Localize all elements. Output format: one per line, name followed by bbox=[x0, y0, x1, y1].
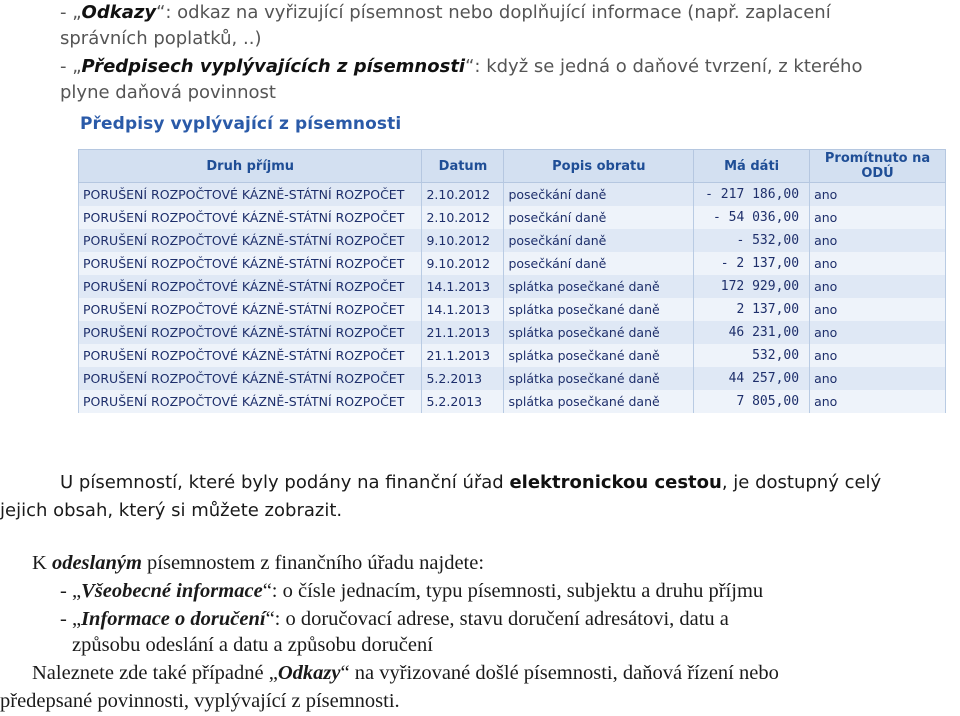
informace-o-doruceni-term: Informace o doručení bbox=[81, 608, 266, 630]
cell-popis-obratu: splátka posečkané daně bbox=[504, 275, 694, 298]
para1-line-2: jejich obsah, který si můžete zobrazit. bbox=[0, 500, 343, 521]
cell-datum: 21.1.2013 bbox=[422, 321, 504, 344]
table-row bbox=[79, 367, 946, 390]
cell-ma-dati: - 2 137,00 bbox=[694, 252, 810, 275]
intro-line-3: - „Předpisech vyplývajících z písemnosti“: když se jedná o daňové tvrzení, z kterého bbox=[60, 56, 863, 77]
predpisy-table bbox=[78, 149, 946, 413]
cell-ma-dati: 172 929,00 bbox=[694, 275, 810, 298]
cell-promitnuto: ano bbox=[810, 321, 946, 344]
cell-promitnuto: ano bbox=[810, 206, 946, 229]
cell-druh-prijmu: PORUŠENÍ ROZPOČTOVÉ KÁZNĚ-STÁTNÍ ROZPOČET bbox=[79, 206, 422, 229]
cell-ma-dati: 7 805,00 bbox=[694, 390, 810, 413]
table-row bbox=[79, 275, 946, 298]
cell-datum: 9.10.2012 bbox=[422, 229, 504, 252]
table-header-row bbox=[79, 150, 946, 183]
intro-line-1: - „Odkazy“: odkaz na vyřizující písemnost nebo doplňující informace (např. zaplacení bbox=[60, 2, 831, 23]
col-popis-obratu: Popis obratu bbox=[504, 150, 694, 183]
para2-line-1: K odeslaným písemnostem z finančního úřadu najdete: bbox=[32, 552, 485, 574]
cell-druh-prijmu: PORUŠENÍ ROZPOČTOVÉ KÁZNĚ-STÁTNÍ ROZPOČET bbox=[79, 183, 422, 207]
cell-ma-dati: - 532,00 bbox=[694, 229, 810, 252]
cell-popis-obratu: posečkání daně bbox=[504, 206, 694, 229]
cell-ma-dati: - 54 036,00 bbox=[694, 206, 810, 229]
cell-popis-obratu: posečkání daně bbox=[504, 229, 694, 252]
table-row bbox=[79, 321, 946, 344]
para2-line-2: - „Všeobecné informace“: o čísle jednacím, typu písemnosti, subjektu a druhu příjmu bbox=[60, 580, 764, 602]
cell-promitnuto: ano bbox=[810, 229, 946, 252]
odkazy-term: Odkazy bbox=[81, 2, 157, 23]
odeslanym-term: odeslaným bbox=[51, 552, 142, 574]
cell-datum: 21.1.2013 bbox=[422, 344, 504, 367]
para2-line-5: Naleznete zde také případné „Odkazy“ na vyřizované došlé písemnosti, daňová řízení nebo bbox=[32, 662, 779, 684]
cell-druh-prijmu: PORUŠENÍ ROZPOČTOVÉ KÁZNĚ-STÁTNÍ ROZPOČET bbox=[79, 298, 422, 321]
table-row bbox=[79, 344, 946, 367]
predpisy-term: Předpisech vyplývajících z písemnosti bbox=[81, 56, 466, 77]
col-druh-prijmu: Druh příjmu bbox=[79, 150, 422, 183]
cell-druh-prijmu: PORUŠENÍ ROZPOČTOVÉ KÁZNĚ-STÁTNÍ ROZPOČET bbox=[79, 275, 422, 298]
para2-line-3: - „Informace o doručení“: o doručovací adrese, stavu doručení adresátovi, datu a bbox=[60, 608, 729, 630]
cell-promitnuto: ano bbox=[810, 252, 946, 275]
cell-datum: 5.2.2013 bbox=[422, 390, 504, 413]
cell-ma-dati: 532,00 bbox=[694, 344, 810, 367]
cell-popis-obratu: splátka posečkané daně bbox=[504, 321, 694, 344]
table-row bbox=[79, 229, 946, 252]
table-row bbox=[79, 206, 946, 229]
cell-ma-dati: 2 137,00 bbox=[694, 298, 810, 321]
cell-ma-dati: 46 231,00 bbox=[694, 321, 810, 344]
cell-popis-obratu: splátka posečkané daně bbox=[504, 367, 694, 390]
table-row bbox=[79, 183, 946, 207]
table-title: Předpisy vyplývající z písemnosti bbox=[80, 114, 402, 134]
table-row bbox=[79, 390, 946, 413]
cell-promitnuto: ano bbox=[810, 367, 946, 390]
cell-promitnuto: ano bbox=[810, 344, 946, 367]
cell-ma-dati: - 217 186,00 bbox=[694, 183, 810, 207]
cell-druh-prijmu: PORUŠENÍ ROZPOČTOVÉ KÁZNĚ-STÁTNÍ ROZPOČET bbox=[79, 229, 422, 252]
cell-popis-obratu: posečkání daně bbox=[504, 252, 694, 275]
cell-druh-prijmu: PORUŠENÍ ROZPOČTOVÉ KÁZNĚ-STÁTNÍ ROZPOČET bbox=[79, 344, 422, 367]
cell-druh-prijmu: PORUŠENÍ ROZPOČTOVÉ KÁZNĚ-STÁTNÍ ROZPOČET bbox=[79, 390, 422, 413]
cell-datum: 14.1.2013 bbox=[422, 298, 504, 321]
col-promitnuto: Promítnuto na ODÚ bbox=[810, 150, 946, 183]
cell-datum: 5.2.2013 bbox=[422, 367, 504, 390]
vseobecne-informace-term: Všeobecné informace bbox=[81, 580, 263, 602]
electronic-term: elektronickou cestou bbox=[509, 472, 722, 493]
cell-datum: 2.10.2012 bbox=[422, 206, 504, 229]
cell-druh-prijmu: PORUŠENÍ ROZPOČTOVÉ KÁZNĚ-STÁTNÍ ROZPOČET bbox=[79, 321, 422, 344]
odkazy-term-2: Odkazy bbox=[277, 662, 341, 684]
para1-line-1: U písemností, které byly podány na finanční úřad elektronickou cestou, je dostupný celý bbox=[60, 472, 882, 493]
cell-popis-obratu: posečkání daně bbox=[504, 183, 694, 207]
cell-popis-obratu: splátka posečkané daně bbox=[504, 298, 694, 321]
cell-druh-prijmu: PORUŠENÍ ROZPOČTOVÉ KÁZNĚ-STÁTNÍ ROZPOČET bbox=[79, 252, 422, 275]
col-datum: Datum bbox=[422, 150, 504, 183]
cell-promitnuto: ano bbox=[810, 183, 946, 207]
cell-datum: 2.10.2012 bbox=[422, 183, 504, 207]
cell-ma-dati: 44 257,00 bbox=[694, 367, 810, 390]
intro-line-4: plyne daňová povinnost bbox=[60, 82, 276, 103]
cell-promitnuto: ano bbox=[810, 275, 946, 298]
intro-line-2: správních poplatků, ..) bbox=[60, 28, 262, 49]
table-row bbox=[79, 298, 946, 321]
cell-promitnuto: ano bbox=[810, 390, 946, 413]
col-ma-dati: Má dáti bbox=[694, 150, 810, 183]
cell-druh-prijmu: PORUŠENÍ ROZPOČTOVÉ KÁZNĚ-STÁTNÍ ROZPOČET bbox=[79, 367, 422, 390]
table-row bbox=[79, 252, 946, 275]
cell-promitnuto: ano bbox=[810, 298, 946, 321]
para2-line-4: způsobu odeslání a datu a způsobu doručení bbox=[72, 634, 433, 656]
cell-datum: 9.10.2012 bbox=[422, 252, 504, 275]
cell-popis-obratu: splátka posečkané daně bbox=[504, 344, 694, 367]
predpisy-screenshot bbox=[78, 112, 950, 458]
para2-line-6: předepsané povinnosti, vyplývající z písemnosti. bbox=[0, 690, 400, 712]
cell-datum: 14.1.2013 bbox=[422, 275, 504, 298]
cell-popis-obratu: splátka posečkané daně bbox=[504, 390, 694, 413]
